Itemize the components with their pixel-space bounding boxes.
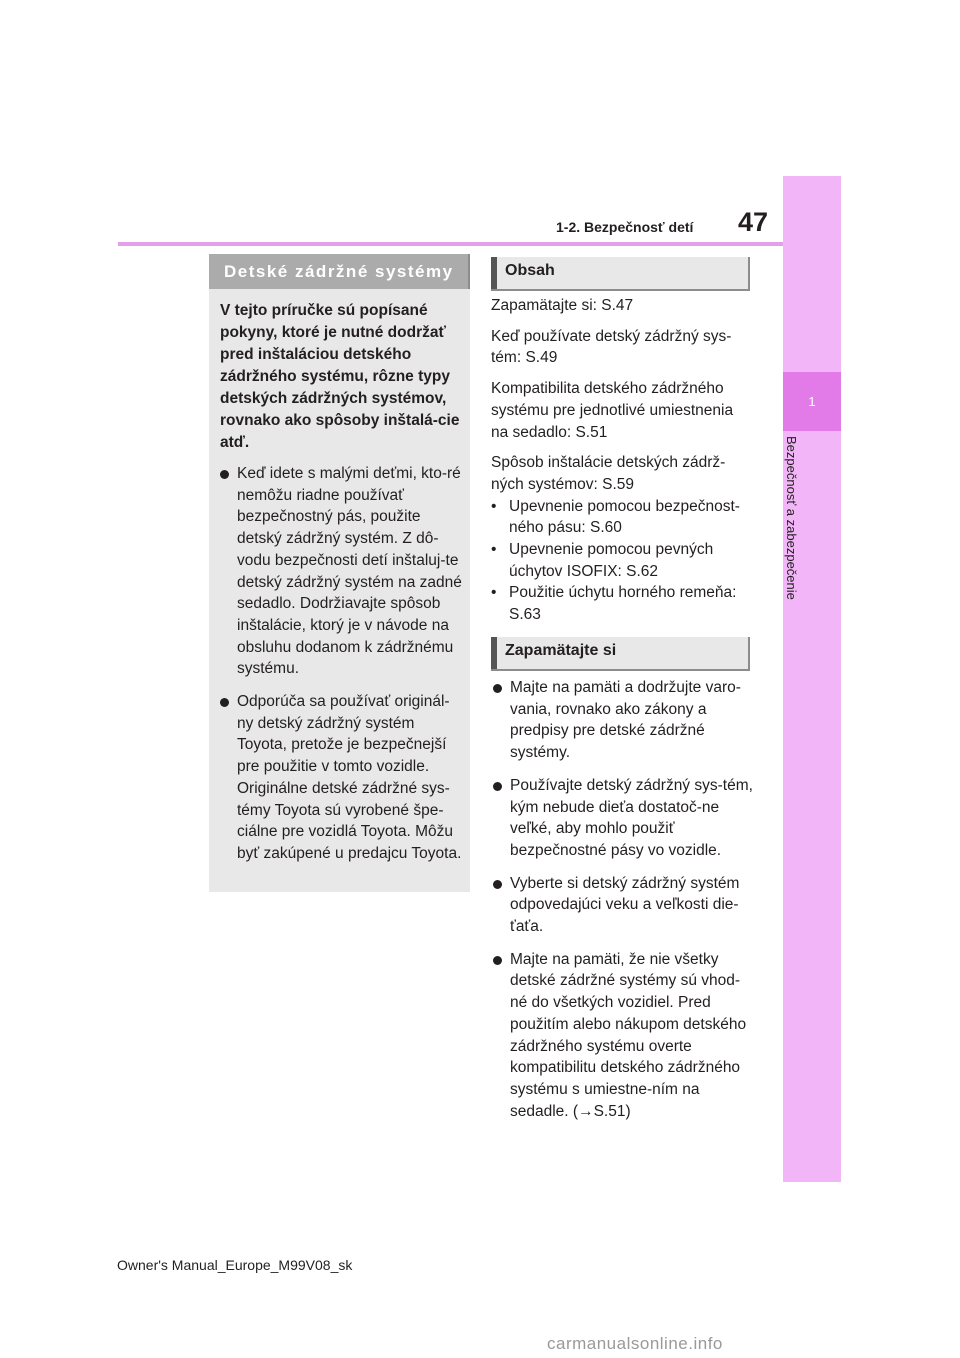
chapter-number: 1 bbox=[808, 394, 816, 409]
info-box-bullets bbox=[220, 463, 464, 876]
contents-link[interactable]: Spôsob inštalácie detských zádrž-ných systémov: S.59 bbox=[491, 454, 726, 493]
info-box-title: Detské zádržné systémy bbox=[224, 261, 454, 281]
info-box-intro: V tejto príručke sú popísané pokyny, ktoré je nutné dodržať pred inštaláciou detského zádržného systému, rôzne typy detských zádržných systémov, rovnako ako spôsoby inštalá-cie atď. bbox=[220, 302, 460, 451]
chapter-number-tab bbox=[783, 372, 841, 431]
remember-heading: Zapamätajte si bbox=[505, 642, 617, 659]
header-rule bbox=[118, 242, 783, 246]
contents-list bbox=[491, 295, 753, 626]
chapter-title: Bezpečnosť a zabezpečenie bbox=[784, 436, 799, 600]
list-item: Používajte detský zádržný sys-tém, kým nebude dieťa dostatoč-ne veľké, aby mohlo použiť bezpečnostné pásy vo vozidle. bbox=[493, 775, 755, 862]
bullet-icon bbox=[220, 470, 229, 479]
bullet-icon bbox=[220, 698, 229, 707]
bullet-icon bbox=[493, 684, 502, 693]
list-item: Keď idete s malými deťmi, kto-ré nemôžu riadne používať bezpečnostný pás, použite detský zádržný systém. Z dô-vodu bezpečnosti detí inštaluj-te detský zádržný systém na zadné sedadlo. Dodržiavajte spôsob inštalácie, ktorý je v návode na obsluhu dodanom k zádržnému systému. bbox=[220, 463, 464, 680]
watermark[interactable]: carmanualsonline.info bbox=[547, 1334, 723, 1353]
list-item: Majte na pamäti a dodržujte varo-vania, rovnako ako zákony a predpisy pre detské zádržné systémy. bbox=[493, 677, 755, 764]
footer-text: Owner's Manual_Europe_M99V08_sk bbox=[117, 1257, 353, 1273]
contents-link[interactable]: Zapamätajte si: S.47 bbox=[491, 297, 634, 314]
bullet-icon bbox=[493, 782, 502, 791]
page-number: 47 bbox=[738, 207, 769, 237]
remember-bullets bbox=[493, 677, 755, 1133]
contents-sub-link[interactable]: • Upevnenie pomocou pevných úchytov ISOFIX: S.62 bbox=[491, 539, 753, 582]
contents-heading: Obsah bbox=[505, 262, 555, 279]
info-box-title-bar bbox=[209, 254, 470, 289]
contents-link[interactable]: Keď používate detský zádržný sys-tém: S.49 bbox=[491, 327, 732, 367]
contents-heading-bar bbox=[491, 257, 750, 291]
list-item: Vyberte si detský zádržný systém odpovedajúci veku a veľkosti die-ťaťa. bbox=[493, 873, 755, 938]
section-heading: 1-2. Bezpečnosť detí bbox=[556, 219, 694, 235]
list-item: Odporúča sa používať originál-ny detský zádržný systém Toyota, pretože je bezpečnejší pre použitie v tomto vozidle. Originálne detské zádržné sys-témy Toyota sú vyrobené špe-ciálne pre vozidlá Toyota. Môžu byť zakúpené u predajcu Toyota. bbox=[220, 691, 464, 865]
contents-link[interactable]: Kompatibilita detského zádržného systému pre jednotlivé umiestnenia na sedadlo: S.51 bbox=[491, 380, 734, 441]
contents-sub-link[interactable]: • Použitie úchytu horného remeňa: S.63 bbox=[491, 582, 753, 625]
bullet-icon bbox=[493, 956, 502, 965]
chapter-side-tab bbox=[783, 176, 841, 1182]
remember-heading-bar bbox=[491, 637, 750, 671]
contents-sub-link[interactable]: • Upevnenie pomocou bezpečnost-ného pásu: S.60 bbox=[491, 496, 753, 539]
list-item: Majte na pamäti, že nie všetky detské zádržné systémy sú vhod-né do všetkých vozidiel. Pred použitím alebo nákupom detského zádržného systému overte kompatibilitu detského zádržného systému s umiestne-ním na sedadle. (→S.51) bbox=[493, 949, 755, 1123]
bullet-icon bbox=[493, 880, 502, 889]
